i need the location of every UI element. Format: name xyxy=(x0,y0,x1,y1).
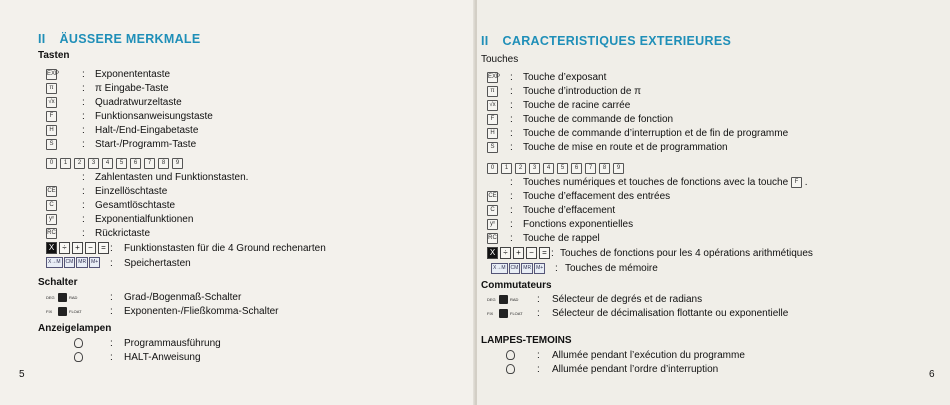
right-sub-keys: Touches xyxy=(481,54,519,65)
digit-key-icon: 9 xyxy=(613,163,624,174)
halt-lamp-icon xyxy=(74,352,83,362)
right-key-desc: Touche de commande d’interruption et de fin de programme xyxy=(523,128,789,139)
clear-key-icon: C xyxy=(46,200,57,211)
clear-entry-key-icon: CE xyxy=(46,186,57,197)
right-switch-desc: Sélecteur de degrés et de radians xyxy=(552,294,703,305)
left-key-desc: Gesamtlöschtaste xyxy=(95,200,176,211)
function-key-icon: F xyxy=(46,111,57,122)
halt-key-icon: H xyxy=(46,125,57,136)
divide-key-icon: ÷ xyxy=(59,242,70,254)
memory-recall-key-icon: MR xyxy=(521,263,533,274)
left-title: II ÄUSSERE MERKMALE xyxy=(38,32,201,46)
memory-store-key-icon: X→M xyxy=(491,263,508,274)
left-key-desc: Exponentialfunktionen xyxy=(95,214,194,225)
clear-key-icon: C xyxy=(487,205,498,216)
left-lamp-desc: Programmausführung xyxy=(124,338,221,349)
deg-rad-switch-icon: DEG RAD xyxy=(487,296,519,302)
left-switch-desc: Grad-/Bogenmaß-Schalter xyxy=(124,292,242,303)
arith-keys-row xyxy=(487,247,552,259)
left-sub-switches: Schalter xyxy=(38,277,78,288)
program-lamp-icon xyxy=(74,338,83,348)
digit-key-icon: 4 xyxy=(543,163,554,174)
left-key-desc: Start-/Programm-Taste xyxy=(95,139,197,150)
recall-key-icon: RC xyxy=(487,233,498,244)
plus-key-icon: + xyxy=(72,242,83,254)
digit-key-icon: 0 xyxy=(46,158,57,169)
digit-key-icon: 7 xyxy=(144,158,155,169)
right-key-desc: Touche d’introduction de π xyxy=(523,86,642,97)
left-sub-lamps: Anzeigelampen xyxy=(38,323,112,334)
program-lamp-icon xyxy=(506,350,515,360)
left-key-desc: Einzellöschtaste xyxy=(95,186,168,197)
number-keys-row xyxy=(46,158,186,169)
right-sub-lamps: LAMPES-TEMOINS xyxy=(481,335,572,346)
exp-key-icon: EXP xyxy=(487,72,498,83)
right-key-desc: Touche de racine carrée xyxy=(523,100,631,111)
memory-store-key-icon: X→M xyxy=(46,257,63,268)
digit-key-icon: 7 xyxy=(585,163,596,174)
halt-key-icon: H xyxy=(487,128,498,139)
pi-key-icon: π xyxy=(46,83,57,94)
deg-rad-switch-icon: DEG RAD xyxy=(46,294,78,300)
multiply-key-icon: X xyxy=(487,247,498,259)
minus-key-icon: − xyxy=(85,242,96,254)
right-switch-desc: Sélecteur de décimalisation flottante ou exponentielle xyxy=(552,308,789,319)
clear-entry-key-icon: CE xyxy=(487,191,498,202)
arith-keys-row xyxy=(46,242,111,254)
left-key-desc: Halt-/End-Eingabetaste xyxy=(95,125,199,136)
memory-keys-row xyxy=(491,263,546,274)
equals-key-icon: = xyxy=(539,247,550,259)
digit-key-icon: 1 xyxy=(60,158,71,169)
right-lamp-desc: Allumée pendant l’ordre d’interruption xyxy=(552,364,719,375)
left-key-desc: Speichertasten xyxy=(124,258,191,269)
left-page: II ÄUSSERE MERKMALE Tasten EXP : Exponententaste π : π Eingabe-Taste √x : Quadratwurzeltaste F : Funktionsanweisungstaste H : Halt-/End-Eingabetaste S : Start-/Programm-Taste 0 1 2 3 4 5 6 7 8 9 : Zahlentasten und Funktionstasten. CE : Einzellöschtaste C : Gesamtlöschtaste yˣ : Exponentialfunktionen RC : Rückrictaste X ÷ + − = : Funktionstasten für die 4 Ground rechenarten X→M CM MR M+ : Speichertasten Schalter DEG RAD : Grad-/Bogenmaß-Schalter FIX FLOAT : Exponenten-/Fließkomma-Schalter Anzeigelampen : Programmausführung : HALT-Anweisung 5 xyxy=(0,0,475,405)
right-key-desc: Touches de mémoire xyxy=(565,263,658,274)
right-title: II CARACTERISTIQUES EXTERIEURES xyxy=(481,34,732,48)
left-key-desc: Exponententaste xyxy=(95,69,171,80)
minus-key-icon: − xyxy=(526,247,537,259)
left-key-desc: Funktionsanweisungstaste xyxy=(95,111,213,122)
digit-key-icon: 8 xyxy=(599,163,610,174)
multiply-key-icon: X xyxy=(46,242,57,254)
right-key-desc: Touches numériques et touches de fonctions avec la touche F . xyxy=(523,177,808,189)
left-lamp-desc: HALT-Anweisung xyxy=(124,352,201,363)
function-key-icon: F xyxy=(487,114,498,125)
right-lamp-desc: Allumée pendant l’exécution du programme xyxy=(552,350,745,361)
fix-float-switch-icon: FIX FLOAT xyxy=(46,308,82,314)
power-key-icon: yˣ xyxy=(46,214,57,225)
number-keys-row xyxy=(487,163,627,174)
divide-key-icon: ÷ xyxy=(500,247,511,259)
memory-recall-key-icon: MR xyxy=(76,257,88,268)
right-key-desc: Touche d’effacement des entrées xyxy=(523,191,671,202)
right-key-desc: Fonctions exponentielles xyxy=(523,219,634,230)
fix-float-switch-icon: FIX FLOAT xyxy=(487,310,523,316)
digit-key-icon: 6 xyxy=(130,158,141,169)
function-key-icon: F xyxy=(791,177,802,188)
recall-key-icon: RC xyxy=(46,228,57,239)
digit-key-icon: 5 xyxy=(557,163,568,174)
right-key-desc: Touche d’exposant xyxy=(523,72,607,83)
start-key-icon: S xyxy=(46,139,57,150)
clear-memory-key-icon: CM xyxy=(64,257,76,268)
digit-key-icon: 2 xyxy=(515,163,526,174)
digit-key-icon: 9 xyxy=(172,158,183,169)
halt-lamp-icon xyxy=(506,364,515,374)
digit-key-icon: 0 xyxy=(487,163,498,174)
right-key-desc: Touche d’effacement xyxy=(523,205,616,216)
left-switch-desc: Exponenten-/Fließkomma-Schalter xyxy=(124,306,279,317)
sqrt-key-icon: √x xyxy=(46,97,57,108)
digit-key-icon: 8 xyxy=(158,158,169,169)
digit-key-icon: 5 xyxy=(116,158,127,169)
exp-key-icon: EXP xyxy=(46,69,57,80)
digit-key-icon: 2 xyxy=(74,158,85,169)
pi-key-icon: π xyxy=(487,86,498,97)
clear-memory-key-icon: CM xyxy=(509,263,521,274)
memory-plus-key-icon: M+ xyxy=(89,257,100,268)
plus-key-icon: + xyxy=(513,247,524,259)
equals-key-icon: = xyxy=(98,242,109,254)
right-page: II CARACTERISTIQUES EXTERIEURES Touches EXP : Touche d’exposant π : Touche d’introduction de π √x : Touche de racine carrée F : Touche de commande de fonction H : Touche de commande d’interruption et de fin de programme S : Touche de mise en route et de programmation 0 1 2 3 4 5 6 7 8 9 : Touches numériques et touches de fonctions avec la touche F . CE : Touche d’effacement des entrées C : Touche d’effacement yˣ : Fonctions exponentielles RC : Touche de rappel X ÷ + − = : Touches de fonctions pour les 4 opérations arithmétiques X→M CM MR M+ : Touches de mémoire Commutateurs DEG RAD : Sélecteur de degrés et de radians FIX FLOAT : Sélecteur de décimalisation flottante ou exponentielle LAMPES-TEMOINS : Allumée pendant l’exécution du programme : Allumée pendant l’ordre d’interruption 6 xyxy=(477,0,950,405)
memory-keys-row xyxy=(46,257,101,268)
right-page-number: 6 xyxy=(929,369,935,380)
right-key-desc: Touches de fonctions pour les 4 opérations arithmétiques xyxy=(560,248,813,259)
digit-key-icon: 4 xyxy=(102,158,113,169)
left-page-number: 5 xyxy=(19,369,25,380)
digit-key-icon: 3 xyxy=(88,158,99,169)
right-key-desc: Touche de commande de fonction xyxy=(523,114,674,125)
right-sub-switches: Commutateurs xyxy=(481,280,552,291)
memory-plus-key-icon: M+ xyxy=(534,263,545,274)
right-key-desc: Touche de mise en route et de programmation xyxy=(523,142,728,153)
left-sub-keys: Tasten xyxy=(38,50,70,61)
power-key-icon: yˣ xyxy=(487,219,498,230)
left-key-desc: Zahlentasten und Funktionstasten. xyxy=(95,172,249,183)
start-key-icon: S xyxy=(487,142,498,153)
digit-key-icon: 3 xyxy=(529,163,540,174)
left-key-desc: Funktionstasten für die 4 Ground rechenarten xyxy=(124,243,326,254)
left-keys-row: : xyxy=(82,69,85,80)
sqrt-key-icon: √x xyxy=(487,100,498,111)
digit-key-icon: 6 xyxy=(571,163,582,174)
left-key-desc: Rückrictaste xyxy=(95,228,151,239)
left-key-desc: Quadratwurzeltaste xyxy=(95,97,182,108)
digit-key-icon: 1 xyxy=(501,163,512,174)
right-key-desc: Touche de rappel xyxy=(523,233,600,244)
left-key-desc: π Eingabe-Taste xyxy=(95,83,169,94)
